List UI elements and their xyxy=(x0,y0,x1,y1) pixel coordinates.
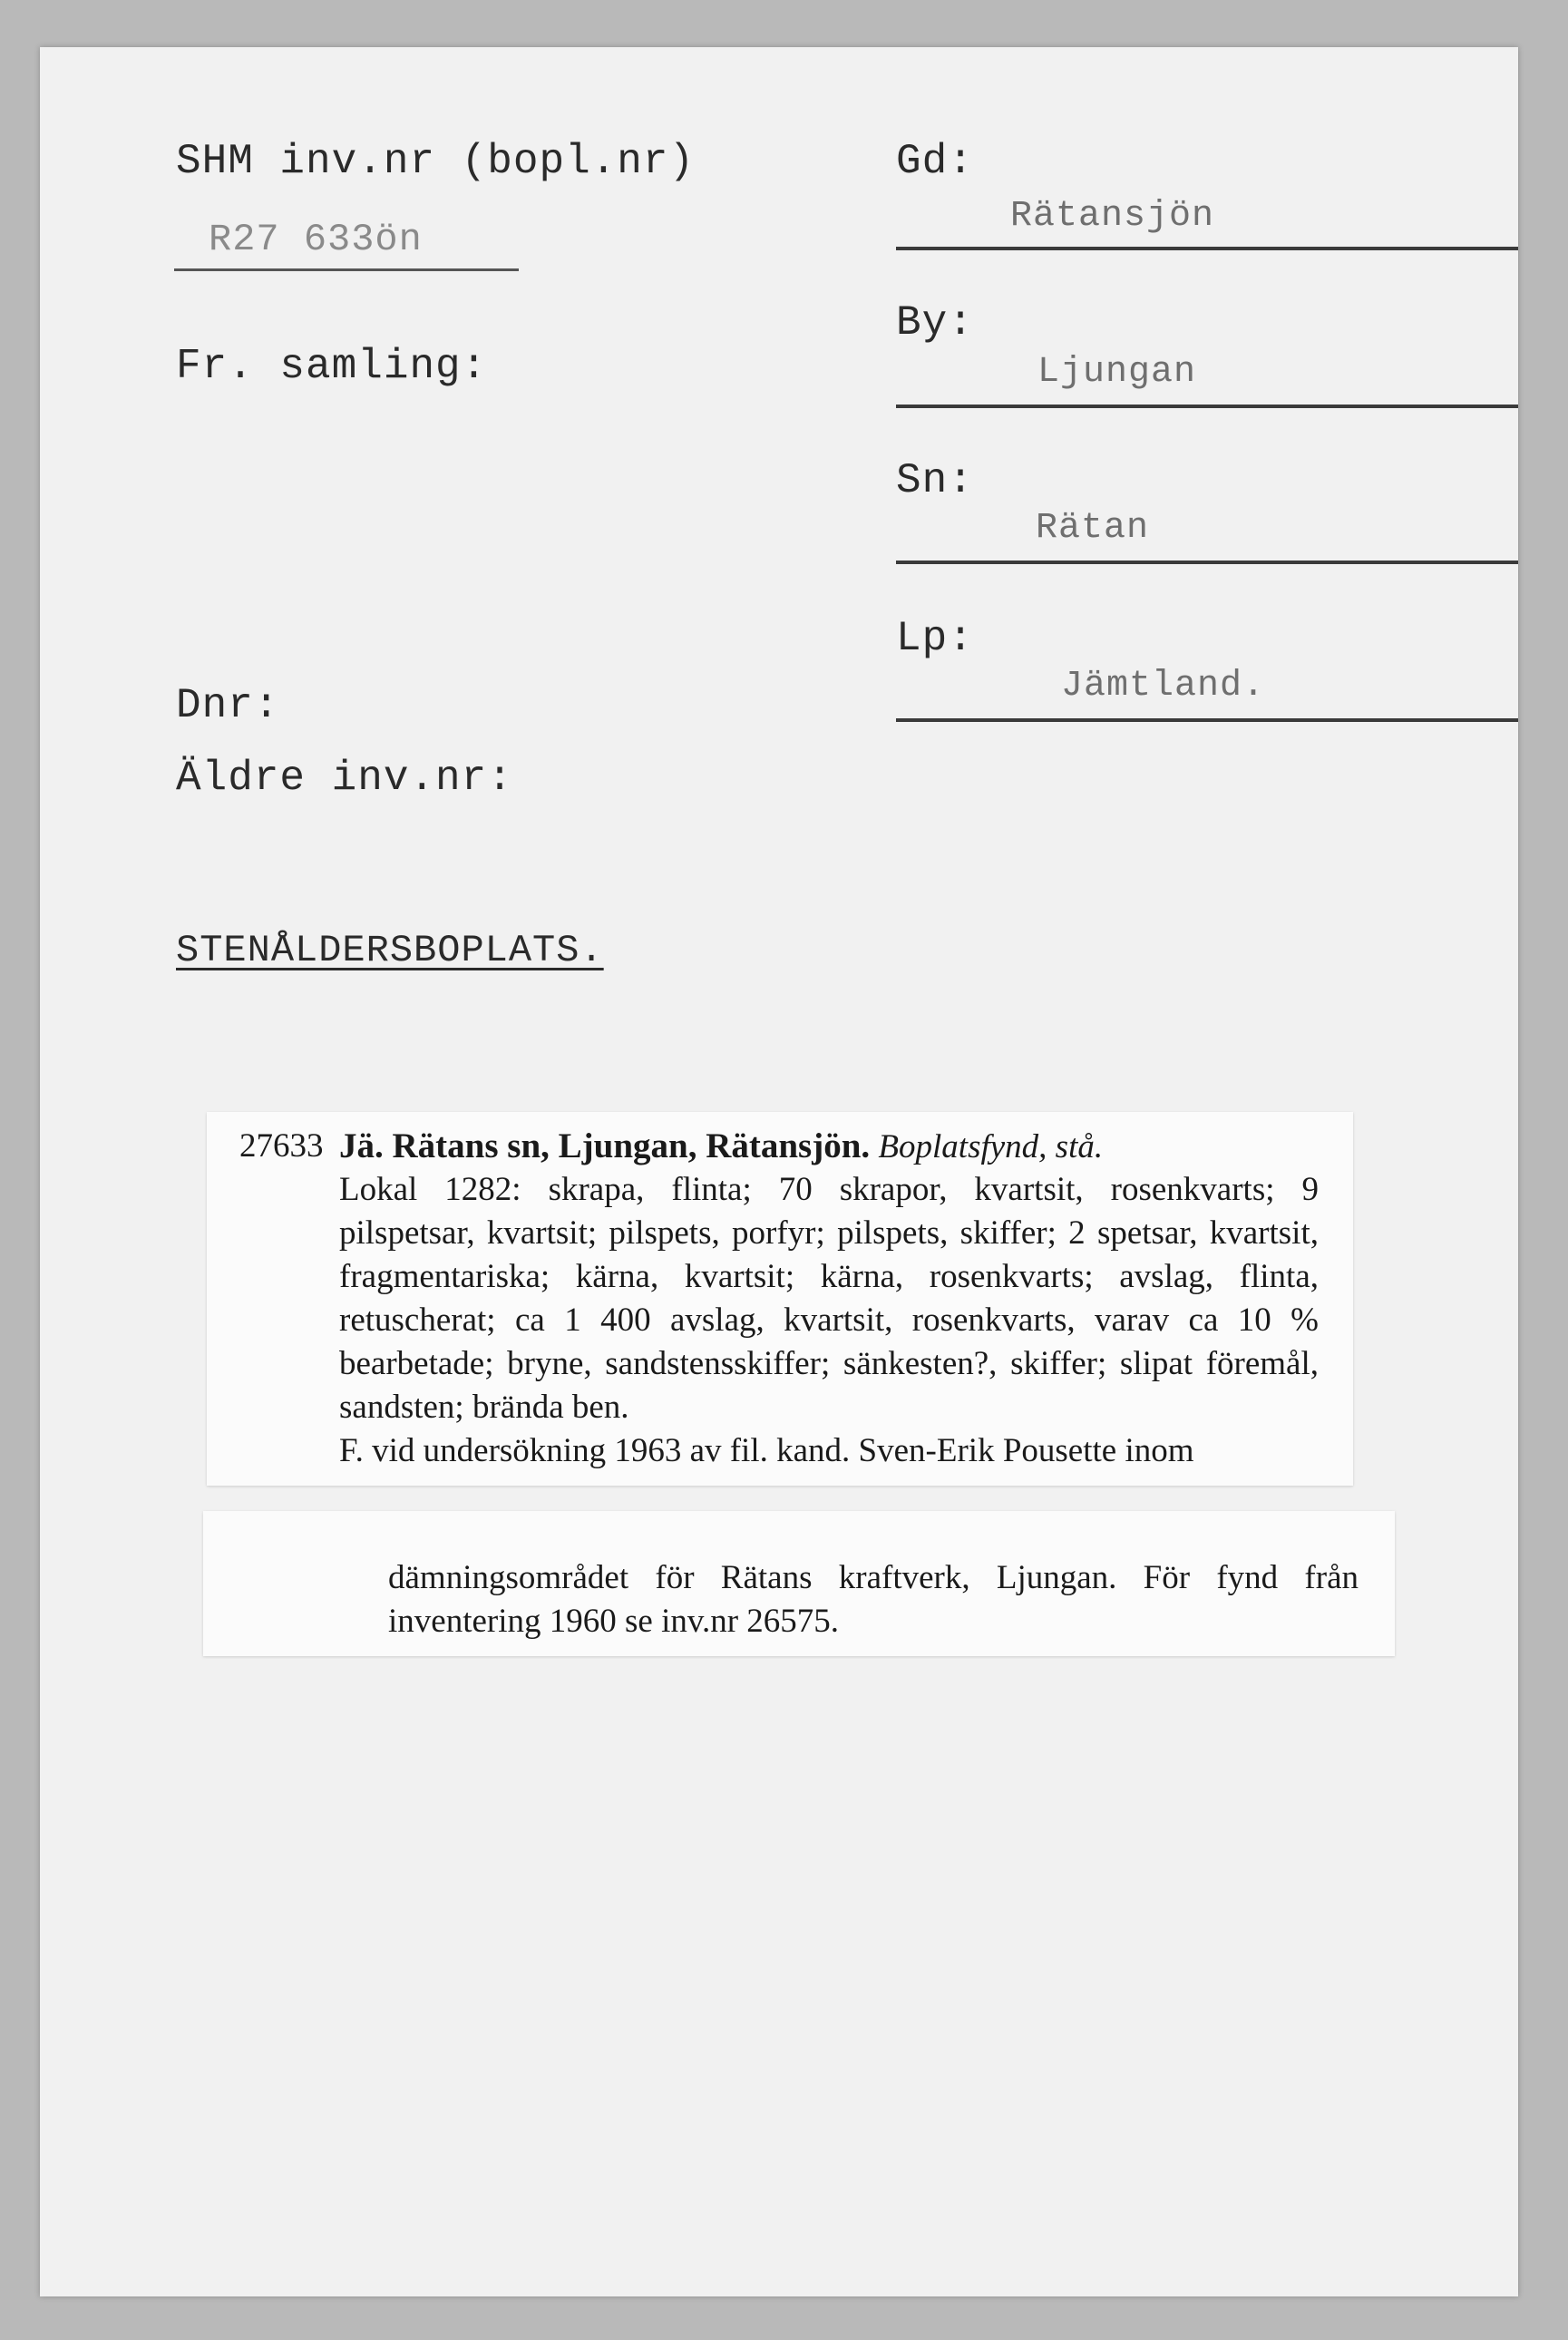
entry-number: 27633 xyxy=(239,1127,324,1165)
entry-title-bold: Jä. Rätans sn, Ljungan, Rätansjön. xyxy=(339,1126,871,1165)
aldre-inv-label: Äldre inv.nr: xyxy=(176,755,513,802)
sn-label: Sn: xyxy=(896,457,974,504)
inv-label: SHM inv.nr (bopl.nr) xyxy=(176,138,696,185)
fr-samling-label: Fr. samling: xyxy=(176,343,488,390)
by-value: Ljungan xyxy=(1037,352,1197,393)
gd-label: Gd: xyxy=(896,138,974,185)
catalog-entry-slip xyxy=(207,1112,1353,1486)
entry-title-italic: Boplatsfynd, stå. xyxy=(878,1128,1104,1165)
entry-title xyxy=(339,1125,1319,1169)
entry-body xyxy=(339,1168,1319,1473)
by-rule xyxy=(896,405,1518,408)
entry-line-7: F. vid undersökning 1963 av fil. kand. Sven-Erik Pousette inom xyxy=(339,1432,1194,1469)
continuation-text xyxy=(388,1556,1359,1643)
continuation-slip xyxy=(203,1511,1395,1656)
entry-line-2: pilspetsar, kvartsit; pilspets, porfyr; pilspets, skiffer; 2 spetsar, kvartsit, xyxy=(339,1214,1319,1252)
entry-line-4: retuscherat; ca 1 400 avslag, kvartsit, rosenkvarts, varav ca 10 % xyxy=(339,1302,1319,1339)
by-label: By: xyxy=(896,299,974,346)
site-heading: STENÅLDERSBOPLATS. xyxy=(176,929,604,972)
sn-rule xyxy=(896,561,1518,564)
inv-value: R27 633ön xyxy=(209,218,423,261)
continuation-line-2: inventering 1960 se inv.nr 26575. xyxy=(388,1603,840,1640)
lp-value: Jämtland. xyxy=(1061,666,1266,707)
catalog-card xyxy=(40,47,1518,2296)
dnr-label: Dnr: xyxy=(176,682,280,729)
entry-line-1: Lokal 1282: skrapa, flinta; 70 skrapor, kvartsit, rosenkvarts; 9 xyxy=(339,1171,1319,1208)
inv-underline xyxy=(174,268,519,271)
gd-rule xyxy=(896,247,1518,250)
lp-label: Lp: xyxy=(896,615,974,662)
entry-line-5: bearbetade; bryne, sandstensskiffer; sänkesten?, skiffer; slipat föremål, xyxy=(339,1345,1319,1382)
gd-value: Rätansjön xyxy=(1010,196,1215,237)
continuation-line-1: dämningsområdet för Rätans kraftverk, Ljungan. För fynd från xyxy=(388,1559,1359,1596)
lp-rule xyxy=(896,718,1518,722)
entry-line-3: fragmentariska; kärna, kvartsit; kärna, rosenkvarts; avslag, flinta, xyxy=(339,1258,1319,1295)
entry-line-6: sandsten; brända ben. xyxy=(339,1389,629,1426)
sn-value: Rätan xyxy=(1036,508,1150,549)
